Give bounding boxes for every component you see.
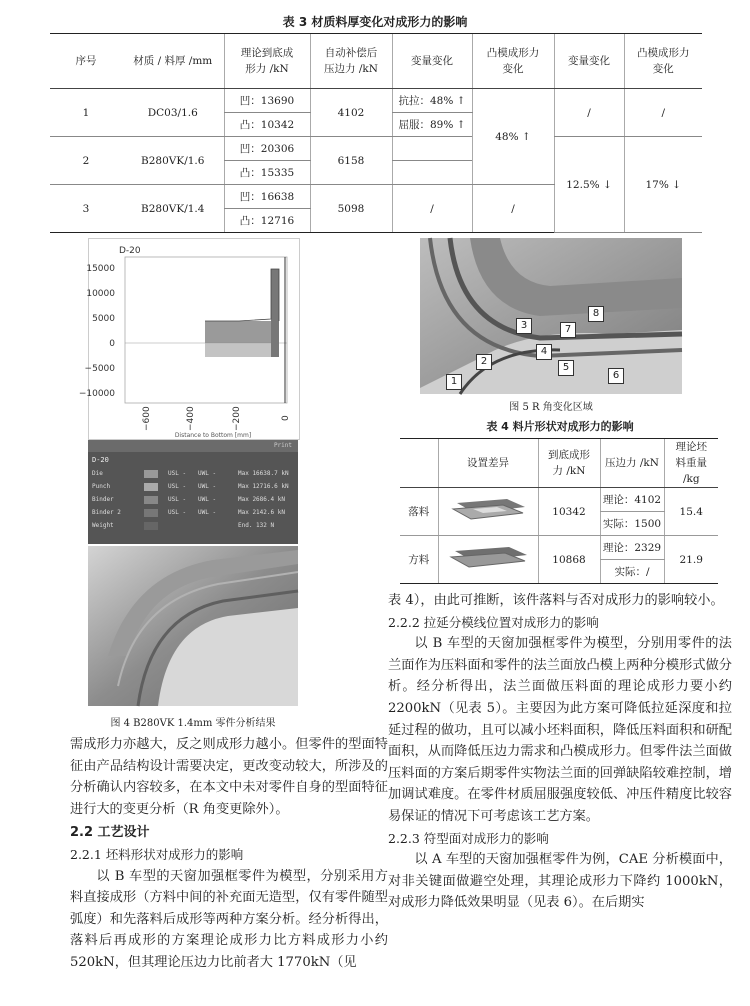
table3-cell: /: [472, 185, 554, 233]
row-max: Max 2686.4 kN: [238, 496, 285, 503]
x-tick-label: −400: [186, 406, 196, 431]
y-tick-label: −10000: [78, 389, 115, 399]
table4-cell: 落料: [400, 488, 438, 536]
row-swatch: [144, 522, 158, 530]
row-name: Punch: [92, 483, 111, 490]
table4-header: [400, 439, 438, 488]
table3-header: 材质 / 料厚 /mm: [122, 34, 224, 89]
y-tick-label: 10000: [86, 289, 115, 299]
table3-cell: 4102: [310, 89, 392, 137]
table3-cell: 凸：10342: [224, 113, 310, 137]
x-axis-label: Distance to Bottom [mm]: [174, 432, 252, 439]
r-corner-region-render: [420, 238, 682, 394]
row-uwl: UWL -: [198, 509, 217, 516]
paragraph: 以 A 车型的天窗加强框零件为例，CAE 分析模面中，对非关键面做避空处理，其理论成形力下降约 1000kN，对成形力降低效果明显（见表 6）。在后期实: [388, 852, 732, 911]
table3-header: 理论到底成形力 /kN: [224, 34, 310, 89]
table3-cell: 12.5% ↓: [554, 137, 624, 233]
panel-row: [92, 495, 294, 506]
row-swatch: [144, 509, 158, 517]
table3-cell: 2: [50, 137, 122, 185]
table3-cell: B280VK/1.4: [122, 185, 224, 233]
subsection-heading: 2.2.3 符型面对成形力的影响: [388, 830, 549, 846]
row-name: Die: [92, 470, 103, 477]
table4-caption: 表 4 料片形状对成形力的影响: [486, 420, 634, 433]
y-tick-label: 0: [109, 339, 115, 349]
subsection-heading: 2.2.2 拉延分模线位置对成形力的影响: [388, 614, 599, 630]
region-label: 7: [560, 322, 576, 338]
table3-cell: 凹：13690: [224, 89, 310, 113]
table4-cell: 方料: [400, 536, 438, 584]
region-label: 3: [516, 318, 532, 334]
row-uwl: UWL -: [198, 483, 217, 490]
table3-cell: 1: [50, 89, 122, 137]
row-max: Max 16638.7 kN: [238, 470, 289, 477]
row-name: Binder: [92, 496, 114, 503]
row-name: Binder 2: [92, 509, 121, 516]
table3-cell: /: [624, 89, 702, 137]
table3-cell: [392, 137, 472, 161]
table3-cell: B280VK/1.6: [122, 137, 224, 185]
plot-title: D-20: [119, 246, 141, 256]
table3-cell: 48% ↑: [472, 89, 554, 185]
table3-cell: [392, 161, 472, 185]
table3-header: 变量变化: [554, 34, 624, 89]
paragraph: 以 B 车型的天窗加强框零件为模型，分别用零件的法兰面作为压料面和零件的法兰面放凸模上两种分模形式做分析。经分析得出，法兰面做压料面的理论成形力要小约 2200kN（见表 5）。主要因为此方案可降低拉延深度和拉延过程的做功，且可以减小坯料面积，降低压料面积和研配面积，从而降低压边力需求和凸模成形力。但零件法兰面做压料面的方案后期零件实物法兰面的回弹缺陷较难控制，增加调试难度。在零件材质屈服强度较低、冲压件精度比较容易保证的情况下可考虑该工艺方案。: [388, 636, 732, 824]
section-heading: 2.2 工艺设计: [70, 825, 150, 841]
row-max: Max 2142.6 kN: [238, 509, 285, 516]
row-max: Max 12716.6 kN: [238, 483, 289, 490]
figure4-caption: 图 4 B280VK 1.4mm 零件分析结果: [110, 718, 276, 729]
x-tick-label: 0: [281, 415, 291, 421]
table4-cell: 理论：2329: [600, 536, 664, 560]
table3-caption: 表 3 材质料厚变化对成形力的影响: [282, 15, 468, 29]
figure5-caption: 图 5 R 角变化区域: [509, 402, 593, 413]
row-uwl: UWL -: [198, 496, 217, 503]
table3-cell: 5098: [310, 185, 392, 233]
table3-cell: DC03/1.6: [122, 89, 224, 137]
panel-row: [92, 482, 294, 493]
paragraph: 以 B 车型的天窗加强框零件为模型，分别采用方料直接成形（方料中间的补充面无造型，仅有零件随型弧度）和先落料后成形等两种方案分析。经分析得出，落料后再成形的方案理论成形力比方料成形力小约 520kN，但其理论压边力比前者大 1770kN（见: [70, 868, 388, 970]
y-tick-label: −5000: [84, 364, 115, 374]
table3-cell: 凹：16638: [224, 185, 310, 209]
table4-cell: 10342: [538, 488, 600, 536]
left-column-text: [70, 734, 388, 974]
part-mesh-render: [88, 546, 298, 706]
table3-header: 凸模成形力变化: [624, 34, 702, 89]
table4-header: 理论坯料重量 /kg: [664, 439, 718, 488]
region-label: 8: [588, 306, 604, 322]
table3-header: 变量变化: [392, 34, 472, 89]
table3-header: 凸模成形力变化: [472, 34, 554, 89]
region-label: 6: [608, 368, 624, 384]
panel-title: D-20: [92, 456, 109, 464]
table3-cell: 6158: [310, 137, 392, 185]
subsection-heading: 2.2.1 坯料形状对成形力的影响: [70, 846, 244, 862]
panel-row: [92, 469, 294, 480]
table4-cell: 理论：4102: [600, 488, 664, 512]
y-tick-label: 5000: [92, 314, 115, 324]
panel-row: [92, 508, 294, 519]
force-curve-plot: [78, 238, 300, 440]
row-usl: USL -: [168, 509, 187, 516]
paragraph: 表 4），由此可推断，该件落料与否对成形力的影响较小。: [388, 593, 724, 608]
table4: [400, 438, 718, 584]
blank-thumbnail: [438, 488, 538, 536]
x-tick-label: −200: [232, 406, 242, 431]
force-summary-panel: [88, 440, 298, 544]
row-uwl: UWL -: [198, 470, 217, 477]
panel-row: [92, 521, 294, 532]
table3-cell: 抗拉：48% ↑: [392, 89, 472, 113]
table3-cell: 屈服：89% ↑: [392, 113, 472, 137]
table4-header: 设置差异: [438, 439, 538, 488]
table3-cell: 凸：12716: [224, 209, 310, 233]
region-label: 4: [536, 344, 552, 360]
panel-print-link[interactable]: Print: [273, 442, 292, 449]
table3-cell: 17% ↓: [624, 137, 702, 233]
row-swatch: [144, 483, 158, 491]
table4-header: 到底成形力 /kN: [538, 439, 600, 488]
paragraph: 需成形力亦越大，反之则成形力越小。但零件的型面特征由产品结构设计需要决定，更改变动较大，所涉及的分析确认内容较多，在本文中未对零件自身的型面特征进行大的变更分析（R 角变更除外）。: [70, 737, 388, 817]
region-label: 5: [558, 360, 574, 376]
table4-cell: 15.4: [664, 488, 718, 536]
row-swatch: [144, 470, 158, 478]
region-label: 1: [446, 374, 462, 390]
blank-thumbnail: [438, 536, 538, 584]
row-name: Weight: [92, 522, 114, 529]
table4-cell: 10868: [538, 536, 600, 584]
row-usl: USL -: [168, 483, 187, 490]
x-tick-label: −600: [142, 406, 152, 431]
table3-cell: /: [392, 185, 472, 233]
row-max: End. 132 N: [238, 522, 275, 529]
table3-cell: /: [554, 89, 624, 137]
y-tick-label: 15000: [86, 264, 115, 274]
row-usl: USL -: [168, 470, 187, 477]
table3-header: 自动补偿后压边力 /kN: [310, 34, 392, 89]
region-label: 2: [476, 354, 492, 370]
table3-cell: 3: [50, 185, 122, 233]
table4-cell: 21.9: [664, 536, 718, 584]
table3: [50, 33, 702, 233]
row-usl: USL -: [168, 496, 187, 503]
table4-cell: 实际：1500: [600, 512, 664, 536]
table3-cell: 凹：20306: [224, 137, 310, 161]
row-swatch: [144, 496, 158, 504]
table3-header: 序号: [50, 34, 122, 89]
right-column-text: [388, 590, 732, 914]
table4-header: 压边力 /kN: [600, 439, 664, 488]
table3-cell: 凸：15335: [224, 161, 310, 185]
table4-cell: 实际：/: [600, 560, 664, 584]
